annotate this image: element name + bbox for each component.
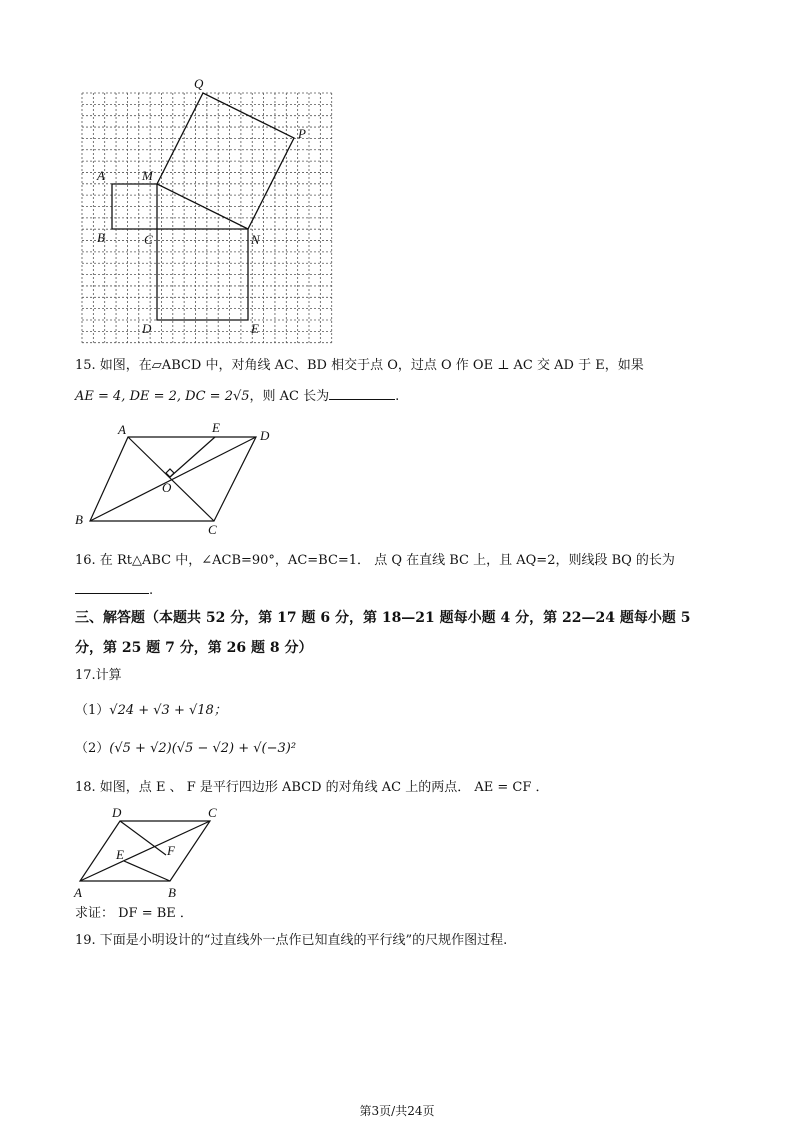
label-a: A [97, 168, 105, 183]
label-m: M [142, 168, 153, 183]
q17-title: 17.计算 [75, 668, 122, 683]
segment-df [120, 821, 166, 855]
q16-line1: 16. 在 Rt△ABC 中，∠ACB=90°，AC=BC=1． 点 Q 在直线 BC 上，且 AQ=2，则线段 BQ 的长为 [75, 553, 675, 568]
figure-14-grid [70, 70, 350, 345]
label-p: P [298, 126, 306, 141]
section-3-heading-line2: 分，第 25 题 7 分，第 26 题 8 分） [75, 640, 313, 656]
label-f: F [167, 843, 175, 858]
figure-18-parallelogram [70, 803, 230, 903]
q15-question: ，则 AC 长为 [249, 389, 330, 404]
label-d: D [112, 805, 122, 820]
label-b: B [97, 230, 105, 245]
q19-line1: 19. 下面是小明设计的“过直线外一点作已知直线的平行线”的尺规作图过程. [75, 933, 508, 948]
label-a: A [118, 422, 126, 437]
label-c: C [144, 232, 153, 247]
diagonal-bd [90, 437, 256, 521]
q17-part1 [75, 702, 227, 720]
q17-part2-label: （2） [75, 741, 110, 756]
q18-line1: 18. 如图，点 E 、 F 是平行四边形 ABCD 的对角线 AC 上的两点． AE = CF ． [75, 780, 549, 795]
label-c: C [208, 805, 217, 820]
label-n: N [251, 232, 260, 247]
q18-prove: 求证： DF = BE ． [75, 906, 193, 921]
q17-part2 [75, 740, 296, 758]
q16-line2 [75, 580, 153, 600]
section-3-heading-line1: 三、解答题（本题共 52 分，第 17 题 6 分，第 18—21 题每小题 4 分，第 22—24 题每小题 5 [75, 610, 691, 626]
q17-part1-expression: √24 + √3 + √18； [109, 703, 227, 718]
square-mnpq [157, 93, 294, 229]
label-a: A [74, 885, 82, 900]
q16-answer-blank[interactable] [75, 580, 149, 594]
q15-given-values: AE = 4, DE = 2, DC = 2√5 [75, 389, 250, 404]
q15-line1: 15. 如图，在▱ABCD 中，对角线 AC、BD 相交于点 O，过点 O 作 OE ⊥ AC 交 AD 于 E，如果 [75, 358, 644, 373]
q17-part1-label: （1） [75, 703, 110, 718]
q17-part2-expression: (√5 + √2)(√5 − √2) + √(−3)² [109, 741, 297, 756]
figure-15-parallelogram [70, 418, 290, 538]
label-e: E [251, 321, 259, 336]
q15-line2 [75, 386, 399, 406]
label-e: E [116, 847, 124, 862]
label-q: Q [194, 76, 204, 91]
q15-answer-blank[interactable] [329, 386, 395, 400]
q15-period: . [395, 389, 400, 404]
label-o: O [162, 480, 172, 495]
segment-oe [170, 437, 215, 477]
segment-be [124, 861, 170, 881]
label-e: E [212, 420, 220, 435]
label-d: D [260, 428, 270, 443]
label-b: B [75, 512, 83, 527]
grid-lines [82, 93, 332, 343]
label-b: B [168, 885, 176, 900]
page-footer: 第3页/共24页 [359, 1104, 435, 1118]
label-d: D [142, 321, 152, 336]
q16-period: . [149, 583, 154, 598]
label-c: C [208, 522, 217, 537]
